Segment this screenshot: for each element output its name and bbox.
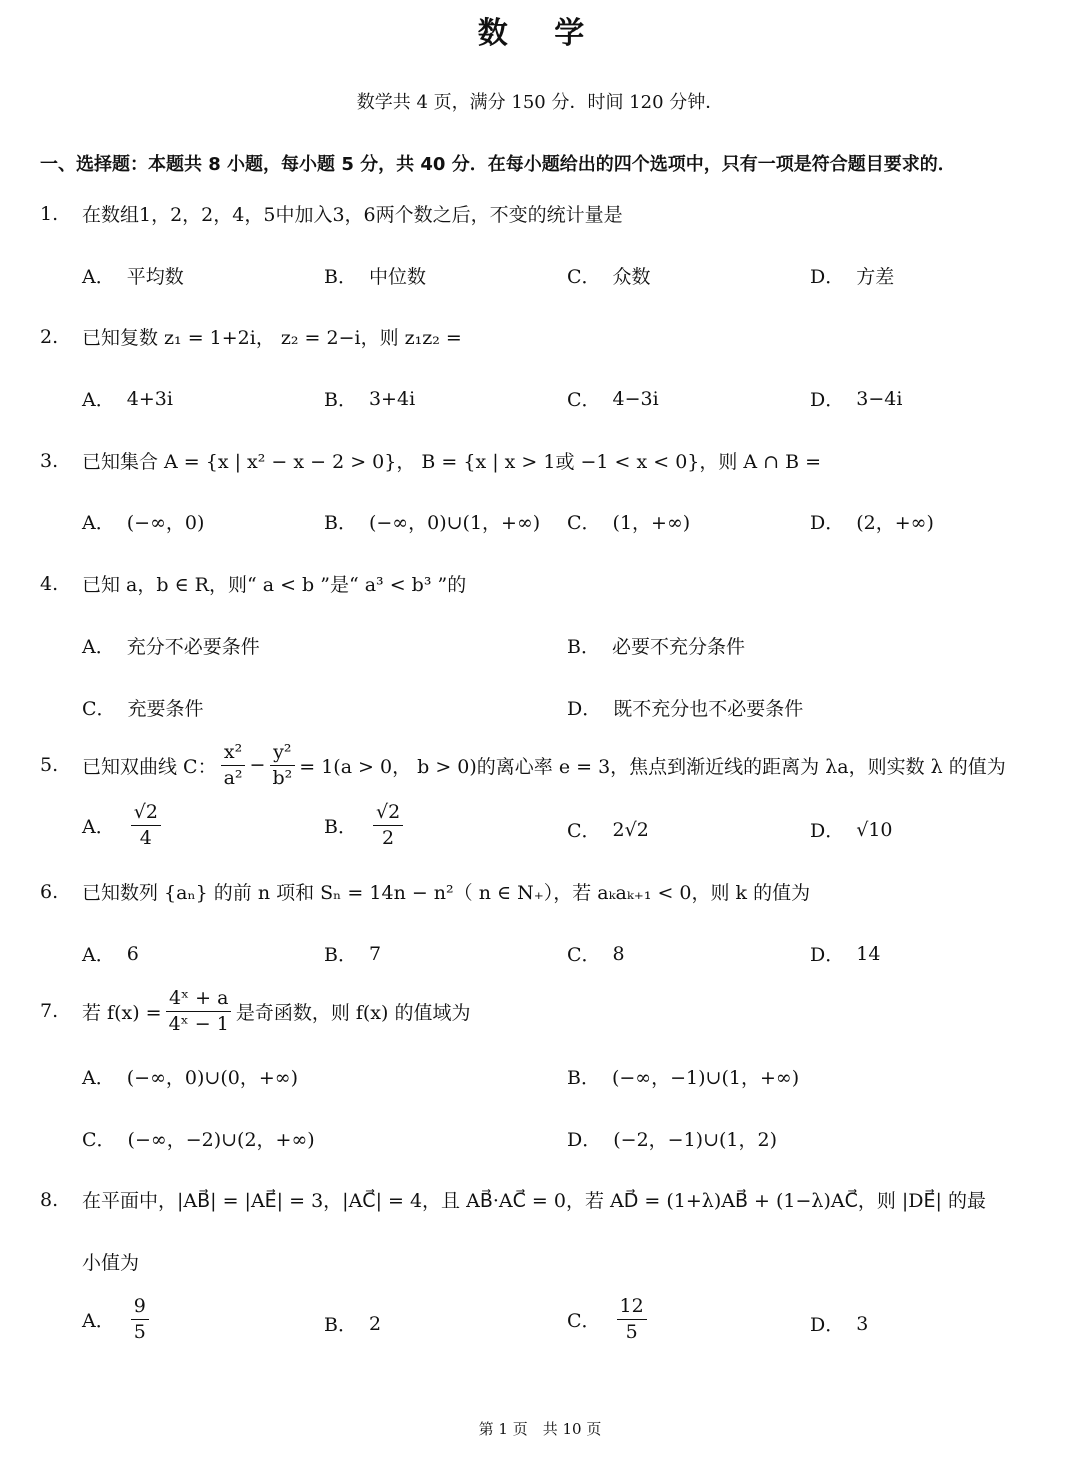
page-title: 数 学: [477, 16, 603, 51]
option-label: C．: [82, 698, 116, 720]
denominator: 2: [382, 826, 395, 849]
option-value: 众数: [612, 266, 651, 288]
option-value: 2√2: [612, 818, 649, 841]
denominator: 4: [139, 826, 152, 849]
option-label: C．: [567, 389, 601, 411]
fraction: [131, 802, 161, 849]
option-value: 3−4i: [856, 387, 903, 410]
option-label: D．: [810, 389, 845, 411]
option-b: [324, 508, 540, 535]
option-d: [810, 1310, 868, 1337]
numerator: x²: [221, 742, 245, 766]
option-label: B．: [324, 1314, 357, 1336]
question-number: 1.: [40, 202, 59, 225]
option-c: [567, 508, 690, 535]
question-2: [40, 323, 1040, 350]
option-value: 3+4i: [368, 387, 416, 410]
question-number: 8.: [40, 1188, 59, 1211]
option-label: D．: [810, 820, 845, 842]
option-label: B．: [324, 944, 357, 966]
denominator: a²: [223, 766, 243, 789]
numerator: 4ˣ + a: [166, 988, 231, 1012]
numerator: √2: [373, 802, 403, 826]
option-c: [567, 940, 625, 967]
option-value: (1，+∞): [612, 512, 691, 534]
option-value: 中位数: [368, 266, 426, 288]
question-text: 已知 a，b ∈ R，则“ a < b ”是“ a³ < b³ ”的: [82, 574, 467, 596]
numerator: √2: [131, 802, 161, 826]
option-b: [324, 1310, 381, 1337]
option-label: B．: [324, 815, 357, 838]
option-c: [82, 1125, 315, 1152]
option-label: B．: [324, 512, 357, 534]
option-label: A．: [82, 266, 115, 288]
option-value: (−∞，0)∪(0，+∞): [126, 1067, 298, 1089]
question-3: [40, 447, 1040, 474]
option-label: D．: [810, 266, 845, 288]
question-number: 2.: [40, 325, 59, 348]
option-value: 充分不必要条件: [126, 636, 260, 658]
option-value: 8: [612, 942, 625, 965]
denominator: 4ˣ − 1: [168, 1012, 229, 1035]
option-value: (−∞，0)∪(1，+∞): [368, 512, 541, 534]
question-number: 5.: [40, 754, 59, 777]
option-label: A．: [82, 1067, 115, 1089]
text-segment: 若 f(x) =: [82, 1001, 162, 1024]
question-5: [40, 742, 1040, 789]
option-value: 方差: [856, 266, 895, 288]
option-label: D．: [810, 944, 845, 966]
option-value: 7: [368, 942, 382, 965]
option-label: B．: [567, 636, 600, 658]
question-text: [82, 742, 1006, 789]
option-label: A．: [82, 636, 115, 658]
option-a: [82, 802, 165, 849]
option-value: 既不充分也不必要条件: [613, 698, 804, 720]
option-c: [567, 262, 651, 289]
option-value: √10: [856, 818, 893, 841]
option-a: [82, 385, 173, 412]
option-label: A．: [82, 815, 115, 838]
option-label: A．: [82, 1309, 115, 1332]
question-number: 4.: [40, 572, 59, 595]
option-c: [567, 816, 649, 843]
option-d: [567, 1125, 777, 1152]
question-text: 已知集合 A = {x | x² − x − 2 > 0}， B = {x | x > 1或 −1 < x < 0}，则 A ∩ B =: [82, 451, 822, 473]
option-a: [82, 508, 204, 535]
option-value: (−2，−1)∪(1，2): [613, 1129, 777, 1151]
question-text: 在平面中，|AB⃗| = |AE⃗| = 3，|AC⃗| = 4，且 AB⃗·AC⃗ = 0，若 AD⃗ = (1+λ)AB⃗ + (1−λ)AC⃗，则 |DE⃗| 的最: [82, 1190, 986, 1212]
option-label: C．: [567, 944, 601, 966]
option-label: C．: [567, 266, 601, 288]
option-b: [324, 262, 426, 289]
option-value: (−∞，−1)∪(1，+∞): [611, 1067, 800, 1089]
question-number: 6.: [40, 880, 59, 903]
option-label: D．: [810, 512, 845, 534]
fraction: [617, 1296, 647, 1343]
option-value: (−∞，0): [126, 512, 205, 534]
option-label: B．: [567, 1067, 600, 1089]
question-8-continuation: [82, 1248, 1080, 1275]
option-label: C．: [567, 1309, 601, 1332]
option-value: 充要条件: [127, 698, 204, 720]
text-segment: 是奇函数，则 f(x) 的值域为: [235, 1001, 471, 1024]
denominator: 5: [133, 1320, 146, 1343]
option-label: B．: [324, 266, 357, 288]
option-label: D．: [567, 1129, 602, 1151]
fraction: [269, 742, 295, 789]
option-value: 4−3i: [612, 387, 659, 410]
option-value: 14: [856, 942, 881, 965]
question-8: [40, 1186, 1040, 1213]
question-text: 小值为: [82, 1252, 140, 1274]
denominator: 5: [625, 1320, 638, 1343]
option-c: [567, 385, 659, 412]
option-d: [810, 262, 894, 289]
numerator: y²: [270, 742, 294, 766]
option-d: [810, 940, 880, 967]
question-number: 3.: [40, 449, 59, 472]
option-label: D．: [567, 698, 602, 720]
option-label: C．: [567, 512, 601, 534]
option-label: A．: [82, 389, 115, 411]
option-value: 必要不充分条件: [611, 636, 745, 658]
question-number: 7.: [40, 1000, 59, 1023]
option-d: [810, 816, 893, 843]
option-c: [82, 694, 204, 721]
question-6: [40, 878, 1040, 905]
fraction: [373, 802, 403, 849]
fraction: [131, 1296, 149, 1343]
question-text: [82, 988, 470, 1035]
question-text: 已知数列 {aₙ} 的前 n 项和 Sₙ = 14n − n²（ n ∈ N₊），若 aₖaₖ₊₁ < 0，则 k 的值为: [82, 882, 811, 904]
option-a: [82, 1296, 153, 1343]
question-7: [40, 988, 1040, 1035]
option-label: A．: [82, 944, 115, 966]
option-d: [810, 385, 902, 412]
text-segment: = 1(a > 0， b > 0)的离心率 e = 3，焦点到渐近线的距离为 λa，则实数 λ 的值为: [299, 755, 1006, 778]
text-segment: −: [249, 754, 266, 777]
option-label: C．: [82, 1129, 116, 1151]
question-text: 在数组1，2，2，4，5中加入3，6两个数之后，不变的统计量是: [82, 204, 623, 226]
option-value: 3: [856, 1312, 869, 1335]
option-value: 6: [126, 942, 139, 965]
option-d: [810, 508, 934, 535]
option-b: [567, 632, 745, 659]
question-1: [40, 200, 1040, 227]
option-value: 4+3i: [126, 387, 173, 410]
option-label: B．: [324, 389, 357, 411]
page-footer: 第 1 页 共 10 页: [478, 1420, 602, 1438]
option-a: [82, 940, 139, 967]
option-b: [324, 940, 381, 967]
option-b: [324, 802, 407, 849]
option-label: A．: [82, 512, 115, 534]
numerator: 12: [617, 1296, 647, 1320]
text-segment: 已知双曲线 C：: [82, 755, 217, 778]
option-value: 平均数: [126, 266, 184, 288]
fraction: [166, 988, 232, 1035]
option-a: [82, 632, 260, 659]
denominator: b²: [272, 766, 293, 789]
numerator: 9: [131, 1296, 149, 1320]
option-d: [567, 694, 803, 721]
option-value: (−∞，−2)∪(2，+∞): [127, 1129, 315, 1151]
option-value: 2: [368, 1312, 382, 1335]
option-c: [567, 1296, 651, 1343]
option-label: D．: [810, 1314, 845, 1336]
option-a: [82, 262, 184, 289]
exam-info: 数学共 4 页，满分 150 分．时间 120 分钟．: [356, 92, 724, 113]
option-b: [567, 1063, 799, 1090]
option-a: [82, 1063, 298, 1090]
option-label: C．: [567, 820, 601, 842]
option-value: (2，+∞): [856, 512, 934, 534]
option-b: [324, 385, 415, 412]
question-4: [40, 570, 1040, 597]
section-header: 一、选择题：本题共 8 小题，每小题 5 分，共 40 分．在每小题给出的四个选项中，只有一项是符合题目要求的．: [40, 154, 956, 175]
question-text: 已知复数 z₁ = 1+2i， z₂ = 2−i，则 z₁z₂ =: [82, 327, 462, 349]
fraction: [221, 742, 246, 789]
